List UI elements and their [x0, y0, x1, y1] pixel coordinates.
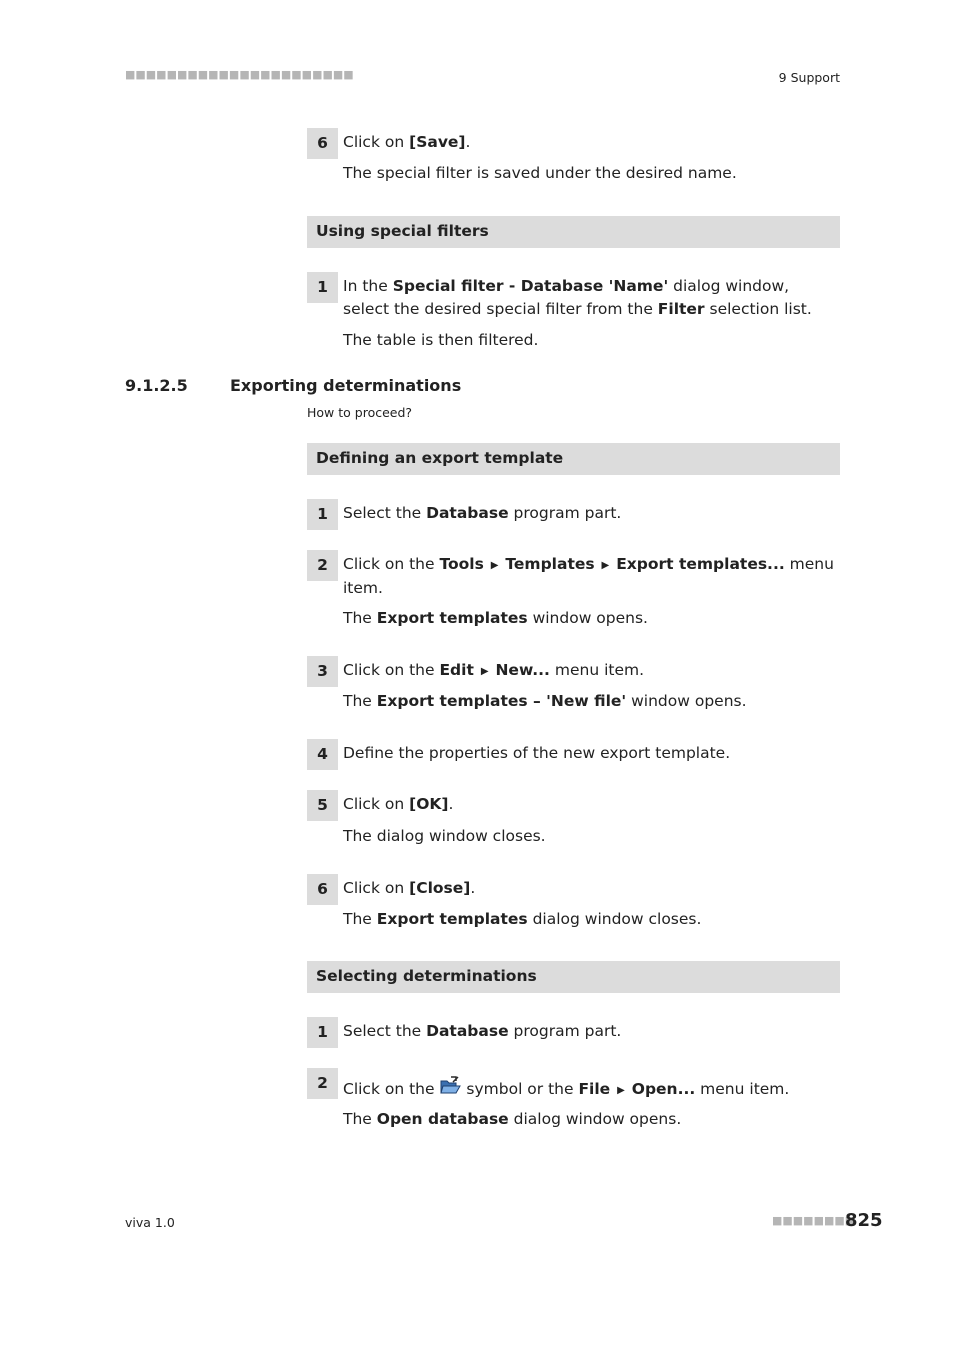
- section-intro: How to proceed?: [307, 405, 413, 420]
- step-text: Select the Database program part.: [343, 1022, 622, 1040]
- step-result: The special filter is saved under the desired name.: [343, 164, 737, 182]
- step-result: The Export templates window opens.: [343, 609, 648, 627]
- step-text: Define the properties of the new export template.: [343, 744, 731, 762]
- step-number: 3: [307, 656, 338, 687]
- step-result: The Export templates – 'New file' window opens.: [343, 692, 747, 710]
- step-number: 6: [307, 128, 338, 159]
- step-number: 2: [307, 550, 338, 581]
- procedure-heading-defining-template: Defining an export template: [307, 443, 840, 475]
- step-text: In the Special filter - Database 'Name' dialog window, select the desired special filter from the Filter selection list.: [343, 277, 812, 318]
- step-result: The dialog window closes.: [343, 827, 546, 845]
- menu-arrow-icon: ▶: [617, 1085, 625, 1096]
- step-number: 2: [307, 1068, 338, 1099]
- section-title: Exporting determinations: [230, 376, 462, 395]
- step-result: The Open database dialog window opens.: [343, 1110, 682, 1128]
- footer-product: viva 1.0: [125, 1215, 175, 1230]
- step-number: 1: [307, 499, 338, 530]
- header-section-title: 9 Support: [778, 70, 840, 85]
- step-number: 1: [307, 1017, 338, 1048]
- procedure-heading-using-filters: Using special filters: [307, 216, 840, 248]
- step-text: Click on the Edit ▶ New... menu item.: [343, 661, 645, 679]
- step-text: Click on [Save].: [343, 133, 471, 151]
- step-text: Click on the Tools ▶ Templates ▶ Export templates... menu item.: [343, 555, 834, 597]
- step-text: Select the Database program part.: [343, 504, 622, 522]
- step-number: 6: [307, 874, 338, 905]
- menu-arrow-icon: ▶: [601, 560, 610, 571]
- menu-arrow-icon: ▶: [480, 666, 489, 677]
- procedure-heading-selecting: Selecting determinations: [307, 961, 840, 993]
- step-result: The table is then filtered.: [343, 331, 539, 349]
- header-decoration: ■■■■■■■■■■■■■■■■■■■■■■: [125, 68, 354, 81]
- section-number: 9.1.2.5: [125, 376, 188, 395]
- step-number: 1: [307, 272, 338, 303]
- step-number: 4: [307, 739, 338, 770]
- step-text: Click on [OK].: [343, 795, 454, 813]
- step-number: 5: [307, 790, 338, 821]
- footer-decoration: ■■■■■■■■: [772, 1214, 856, 1227]
- page-number: 825: [845, 1210, 883, 1231]
- step-text: Click on [Close].: [343, 879, 476, 897]
- step-text: Click on the symbol or the File ▶ Open... menu item.: [343, 1076, 839, 1102]
- open-folder-icon: [439, 1076, 461, 1094]
- step-result: The Export templates dialog window closes.: [343, 910, 702, 928]
- menu-arrow-icon: ▶: [490, 560, 499, 571]
